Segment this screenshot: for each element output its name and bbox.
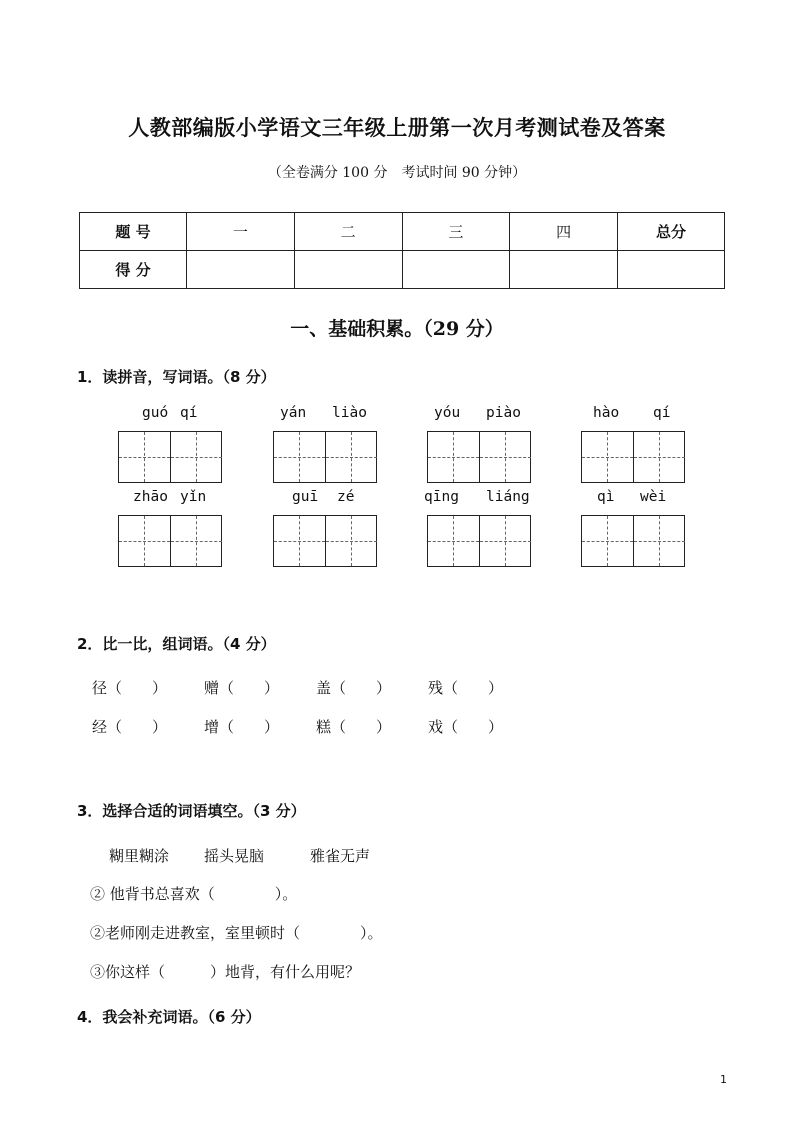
- page-title: 人教部编版小学语文三年级上册第一次月考测试卷及答案: [128, 115, 666, 140]
- writing-grid[interactable]: [427, 515, 531, 567]
- pinyin-label: piào: [486, 405, 521, 421]
- score-blank-cell[interactable]: [187, 251, 295, 289]
- pinyin-label: hào: [593, 405, 620, 421]
- pinyin-label: yǐn: [180, 489, 207, 505]
- score-table-cell: 一: [187, 213, 295, 251]
- word-blank-item[interactable]: 残（ ）: [428, 679, 504, 697]
- score-table-cell: 三: [402, 213, 510, 251]
- score-blank-cell[interactable]: [294, 251, 402, 289]
- writing-grid[interactable]: [427, 431, 531, 483]
- word-blank-item[interactable]: 赠（ ）: [204, 679, 280, 697]
- score-blank-cell[interactable]: [402, 251, 510, 289]
- score-blank-cell[interactable]: [618, 251, 725, 289]
- pinyin-label: qí: [180, 405, 198, 421]
- score-blank-cell[interactable]: [510, 251, 618, 289]
- question-4-title: 4．我会补充词语。（6 分）: [77, 1008, 261, 1026]
- writing-grid[interactable]: [118, 515, 222, 567]
- question-3-title: 3．选择合适的词语填空。（3 分）: [77, 802, 306, 820]
- word-blank-item[interactable]: 径（ ）: [92, 679, 168, 697]
- pinyin-label: guó: [142, 405, 169, 421]
- writing-grid[interactable]: [273, 431, 377, 483]
- word-option: 糊里糊涂: [109, 847, 170, 865]
- fill-sentence[interactable]: ② 他背书总喜欢（ ）。: [90, 885, 298, 903]
- exam-subtitle: （全卷满分 100 分 考试时间 90 分钟）: [267, 165, 527, 181]
- pinyin-label: yán: [280, 405, 307, 421]
- writing-grid[interactable]: [581, 431, 685, 483]
- writing-grid[interactable]: [581, 515, 685, 567]
- pinyin-label: qì: [597, 489, 615, 505]
- writing-grid[interactable]: [118, 431, 222, 483]
- score-table-cell: 二: [294, 213, 402, 251]
- pinyin-label: guī: [292, 489, 319, 505]
- score-table-header-row: [80, 213, 725, 251]
- score-table-cell: 得 分: [80, 251, 187, 289]
- word-blank-item[interactable]: 糕（ ）: [316, 718, 392, 736]
- pinyin-label: liào: [332, 405, 367, 421]
- fill-sentence[interactable]: ③你这样（ ）地背，有什么用呢？: [90, 963, 361, 981]
- question-2-title: 2．比一比，组词语。（4 分）: [77, 635, 276, 653]
- score-table-cell: 题 号: [80, 213, 187, 251]
- word-blank-item[interactable]: 增（ ）: [204, 718, 280, 736]
- pinyin-label: yóu: [434, 405, 461, 421]
- writing-grid[interactable]: [273, 515, 377, 567]
- pinyin-label: zhāo: [133, 489, 168, 505]
- score-table-cell: 总分: [618, 213, 725, 251]
- page-number: 1: [720, 1073, 727, 1086]
- section-heading: 一、基础积累。（29 分）: [290, 318, 504, 340]
- word-option: 雅雀无声: [310, 847, 371, 865]
- pinyin-label: qīng: [424, 489, 459, 505]
- fill-sentence[interactable]: ②老师刚走进教室，室里顿时（ ）。: [90, 924, 383, 942]
- pinyin-label: qí: [653, 405, 671, 421]
- question-1-title: 1．读拼音，写词语。（8 分）: [77, 368, 276, 386]
- word-blank-item[interactable]: 戏（ ）: [428, 718, 504, 736]
- word-option: 摇头晃脑: [204, 847, 265, 865]
- score-table-score-row: [80, 251, 725, 289]
- word-blank-item[interactable]: 经（ ）: [92, 718, 168, 736]
- pinyin-label: zé: [337, 489, 355, 505]
- score-table: [79, 212, 725, 289]
- pinyin-label: wèi: [640, 489, 667, 505]
- pinyin-label: liáng: [486, 489, 530, 505]
- score-table-cell: 四: [510, 213, 618, 251]
- word-blank-item[interactable]: 盖（ ）: [316, 679, 392, 697]
